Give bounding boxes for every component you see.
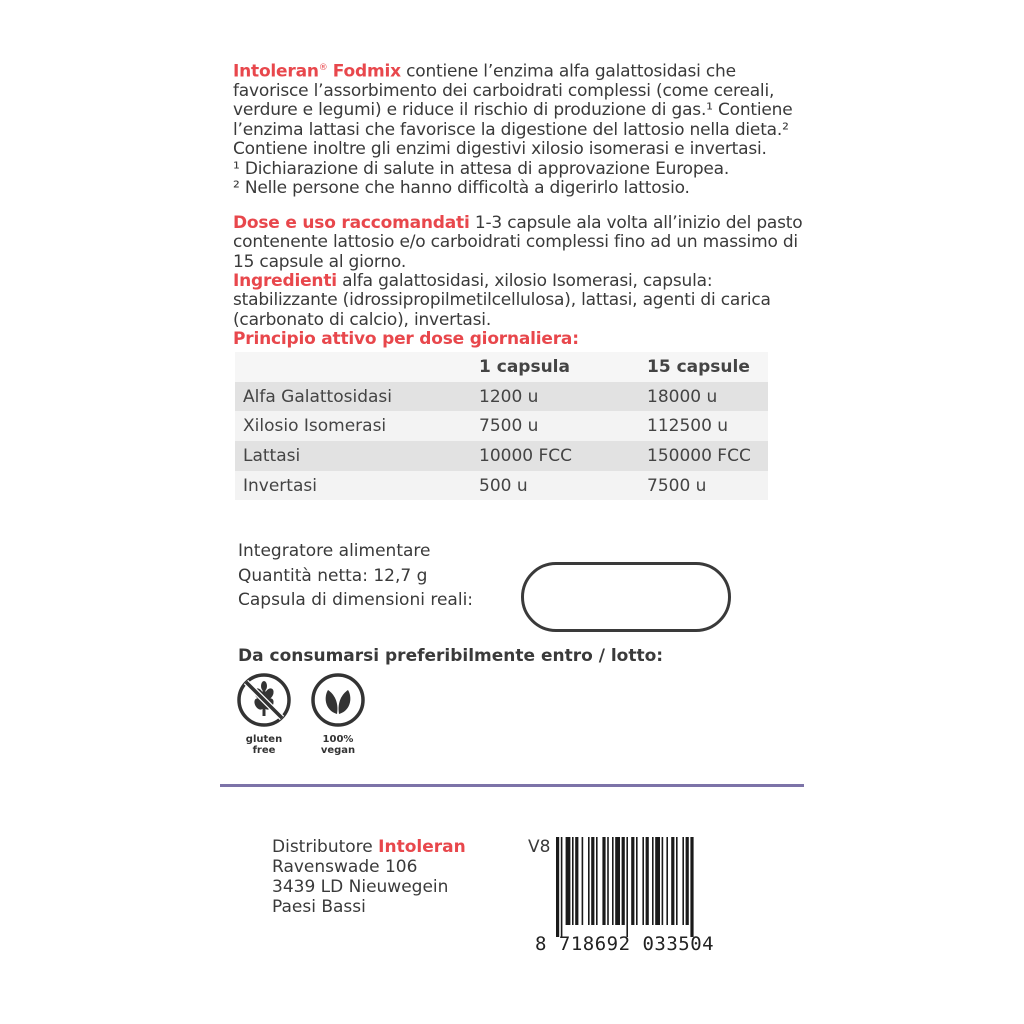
- product-description: [233, 59, 813, 199]
- divider-line: [220, 784, 804, 787]
- vegan-badge: [308, 672, 368, 756]
- table-cell: 7500 u: [479, 416, 539, 437]
- barcode-bar: [622, 837, 625, 925]
- barcode-bar: [556, 837, 559, 937]
- capsule-size-label: Capsula di dimensioni reali:: [238, 590, 474, 610]
- product-name: Fodmix: [332, 61, 401, 82]
- gluten-badge-text-2: free: [252, 745, 276, 756]
- ingredients-section: [233, 272, 813, 330]
- table-cell: 1200 u: [479, 386, 539, 407]
- table-cell: Xilosio Isomerasi: [243, 416, 387, 437]
- table-cell: Invertasi: [243, 475, 317, 496]
- table-row: [235, 411, 768, 441]
- active-ingredient-title: [233, 330, 813, 349]
- gluten-free-icon: [236, 672, 292, 728]
- footnote-1: ¹ Dichiarazione di salute in attesa di approvazione Europea.: [233, 158, 730, 179]
- distributor-address: [272, 837, 466, 917]
- barcode-bar: [561, 837, 563, 937]
- barcode-bar: [686, 837, 689, 925]
- barcode-bar: [566, 837, 571, 925]
- barcode-bar: [572, 837, 574, 925]
- table-cell: 18000 u: [647, 386, 718, 407]
- distributor-street: Ravenswade 106: [272, 857, 418, 877]
- table-row: [235, 441, 768, 471]
- active-title-text: Principio attivo per dose giornaliera:: [233, 329, 579, 349]
- dosage-title: Dose e uso raccomandati: [233, 213, 470, 233]
- table-cell: 112500 u: [647, 416, 729, 437]
- table-header-cell: [235, 352, 471, 382]
- distributor-city: 3439 LD Nieuwegein: [272, 877, 449, 897]
- gluten-badge-text-1: gluten: [245, 734, 283, 745]
- barcode-bar: [591, 837, 594, 925]
- product-info: [238, 539, 473, 613]
- barcode-bar: [626, 837, 628, 937]
- best-before-label: Da consumarsi preferibilmente entro / lotto:: [238, 646, 664, 666]
- footnote-2: ² Nelle persone che hanno difficoltà a digerirlo lattosio.: [233, 178, 690, 199]
- table-row: [235, 471, 768, 501]
- vegan-badge-text-2: vegan: [320, 745, 356, 756]
- barcode-bar: [646, 837, 649, 925]
- brand-name: Intoleran: [233, 61, 319, 82]
- dosage-section: [233, 214, 813, 272]
- vegan-badge-text-1: 100%: [322, 734, 354, 745]
- distributor-name: Intoleran: [378, 837, 466, 857]
- barcode-bar: [676, 837, 678, 925]
- capsule-outline: [521, 562, 731, 632]
- barcode-bar: [631, 837, 634, 925]
- barcode-bar: [690, 837, 693, 937]
- table-cell: Alfa Galattosidasi: [243, 386, 392, 407]
- barcode-bar: [615, 837, 620, 925]
- table-cell: 500 u: [479, 475, 528, 496]
- distributor-line: [272, 837, 466, 857]
- barcode-bar: [602, 837, 605, 925]
- gluten-free-badge: [234, 672, 294, 756]
- table-cell: 7500 u: [647, 475, 707, 496]
- barcode-bar: [588, 837, 590, 925]
- dosage-text: 1-3 capsule ala volta all’inizio del pasto contenente lattosio e/o carboidrati complessi fino ad un massimo di 15 capsule al giorno.: [233, 213, 803, 272]
- barcode-bar: [682, 837, 684, 925]
- barcode-bar: [607, 837, 609, 925]
- distributor-label: Distributore: [272, 837, 373, 857]
- version-label: V8: [528, 837, 551, 857]
- table-header-cell: 15 capsule: [647, 356, 750, 377]
- table-row: [235, 382, 768, 412]
- barcode-bar: [575, 837, 578, 925]
- table-header-cell: 1 capsula: [479, 356, 570, 377]
- barcode-bar: [596, 837, 598, 925]
- table-cell: 150000 FCC: [647, 445, 751, 466]
- barcode-bar: [662, 837, 664, 925]
- ingredients-title: Ingredienti: [233, 271, 337, 291]
- supplement-label: Integratore alimentare: [238, 541, 431, 561]
- table-cell: Lattasi: [243, 445, 301, 466]
- net-quantity: Quantità netta: 12,7 g: [238, 565, 428, 586]
- active-ingredient-table: [235, 352, 768, 500]
- barcode-number: 8 718692 033504: [535, 933, 715, 955]
- barcode-bar: [652, 837, 654, 925]
- barcode-bar: [671, 837, 674, 925]
- barcode-bar: [642, 837, 644, 925]
- ingredients-text: alfa galattosidasi, xilosio Isomerasi, capsula: stabilizzante (idrossipropilmetilcellulosa), lattasi, agenti di carica (carbonato di calcio), invertasi.: [233, 271, 771, 330]
- description-text: contiene l’enzima alfa galattosidasi che favorisce l’assorbimento dei carboidrati complessi (come cereali, verdure e legumi) e riduce il rischio di produzione di gas.¹ Contiene l’enzima lattasi che favorisce la digestione del lattosio nella dieta.² Contiene inoltre gli enzimi digestivi xilosio isomerasi e invertasi.: [233, 61, 793, 160]
- barcode: [534, 837, 754, 937]
- barcode-bar: [612, 837, 614, 925]
- barcode-bar: [666, 837, 668, 925]
- barcode-bar: [636, 837, 638, 925]
- distributor-country: Paesi Bassi: [272, 897, 366, 917]
- registered-mark: ®: [318, 63, 328, 73]
- table-header-row: [235, 352, 768, 382]
- barcode-bar: [582, 837, 584, 925]
- table-cell: 10000 FCC: [479, 445, 573, 466]
- vegan-leaf-icon: [310, 672, 366, 728]
- barcode-bar: [655, 837, 660, 925]
